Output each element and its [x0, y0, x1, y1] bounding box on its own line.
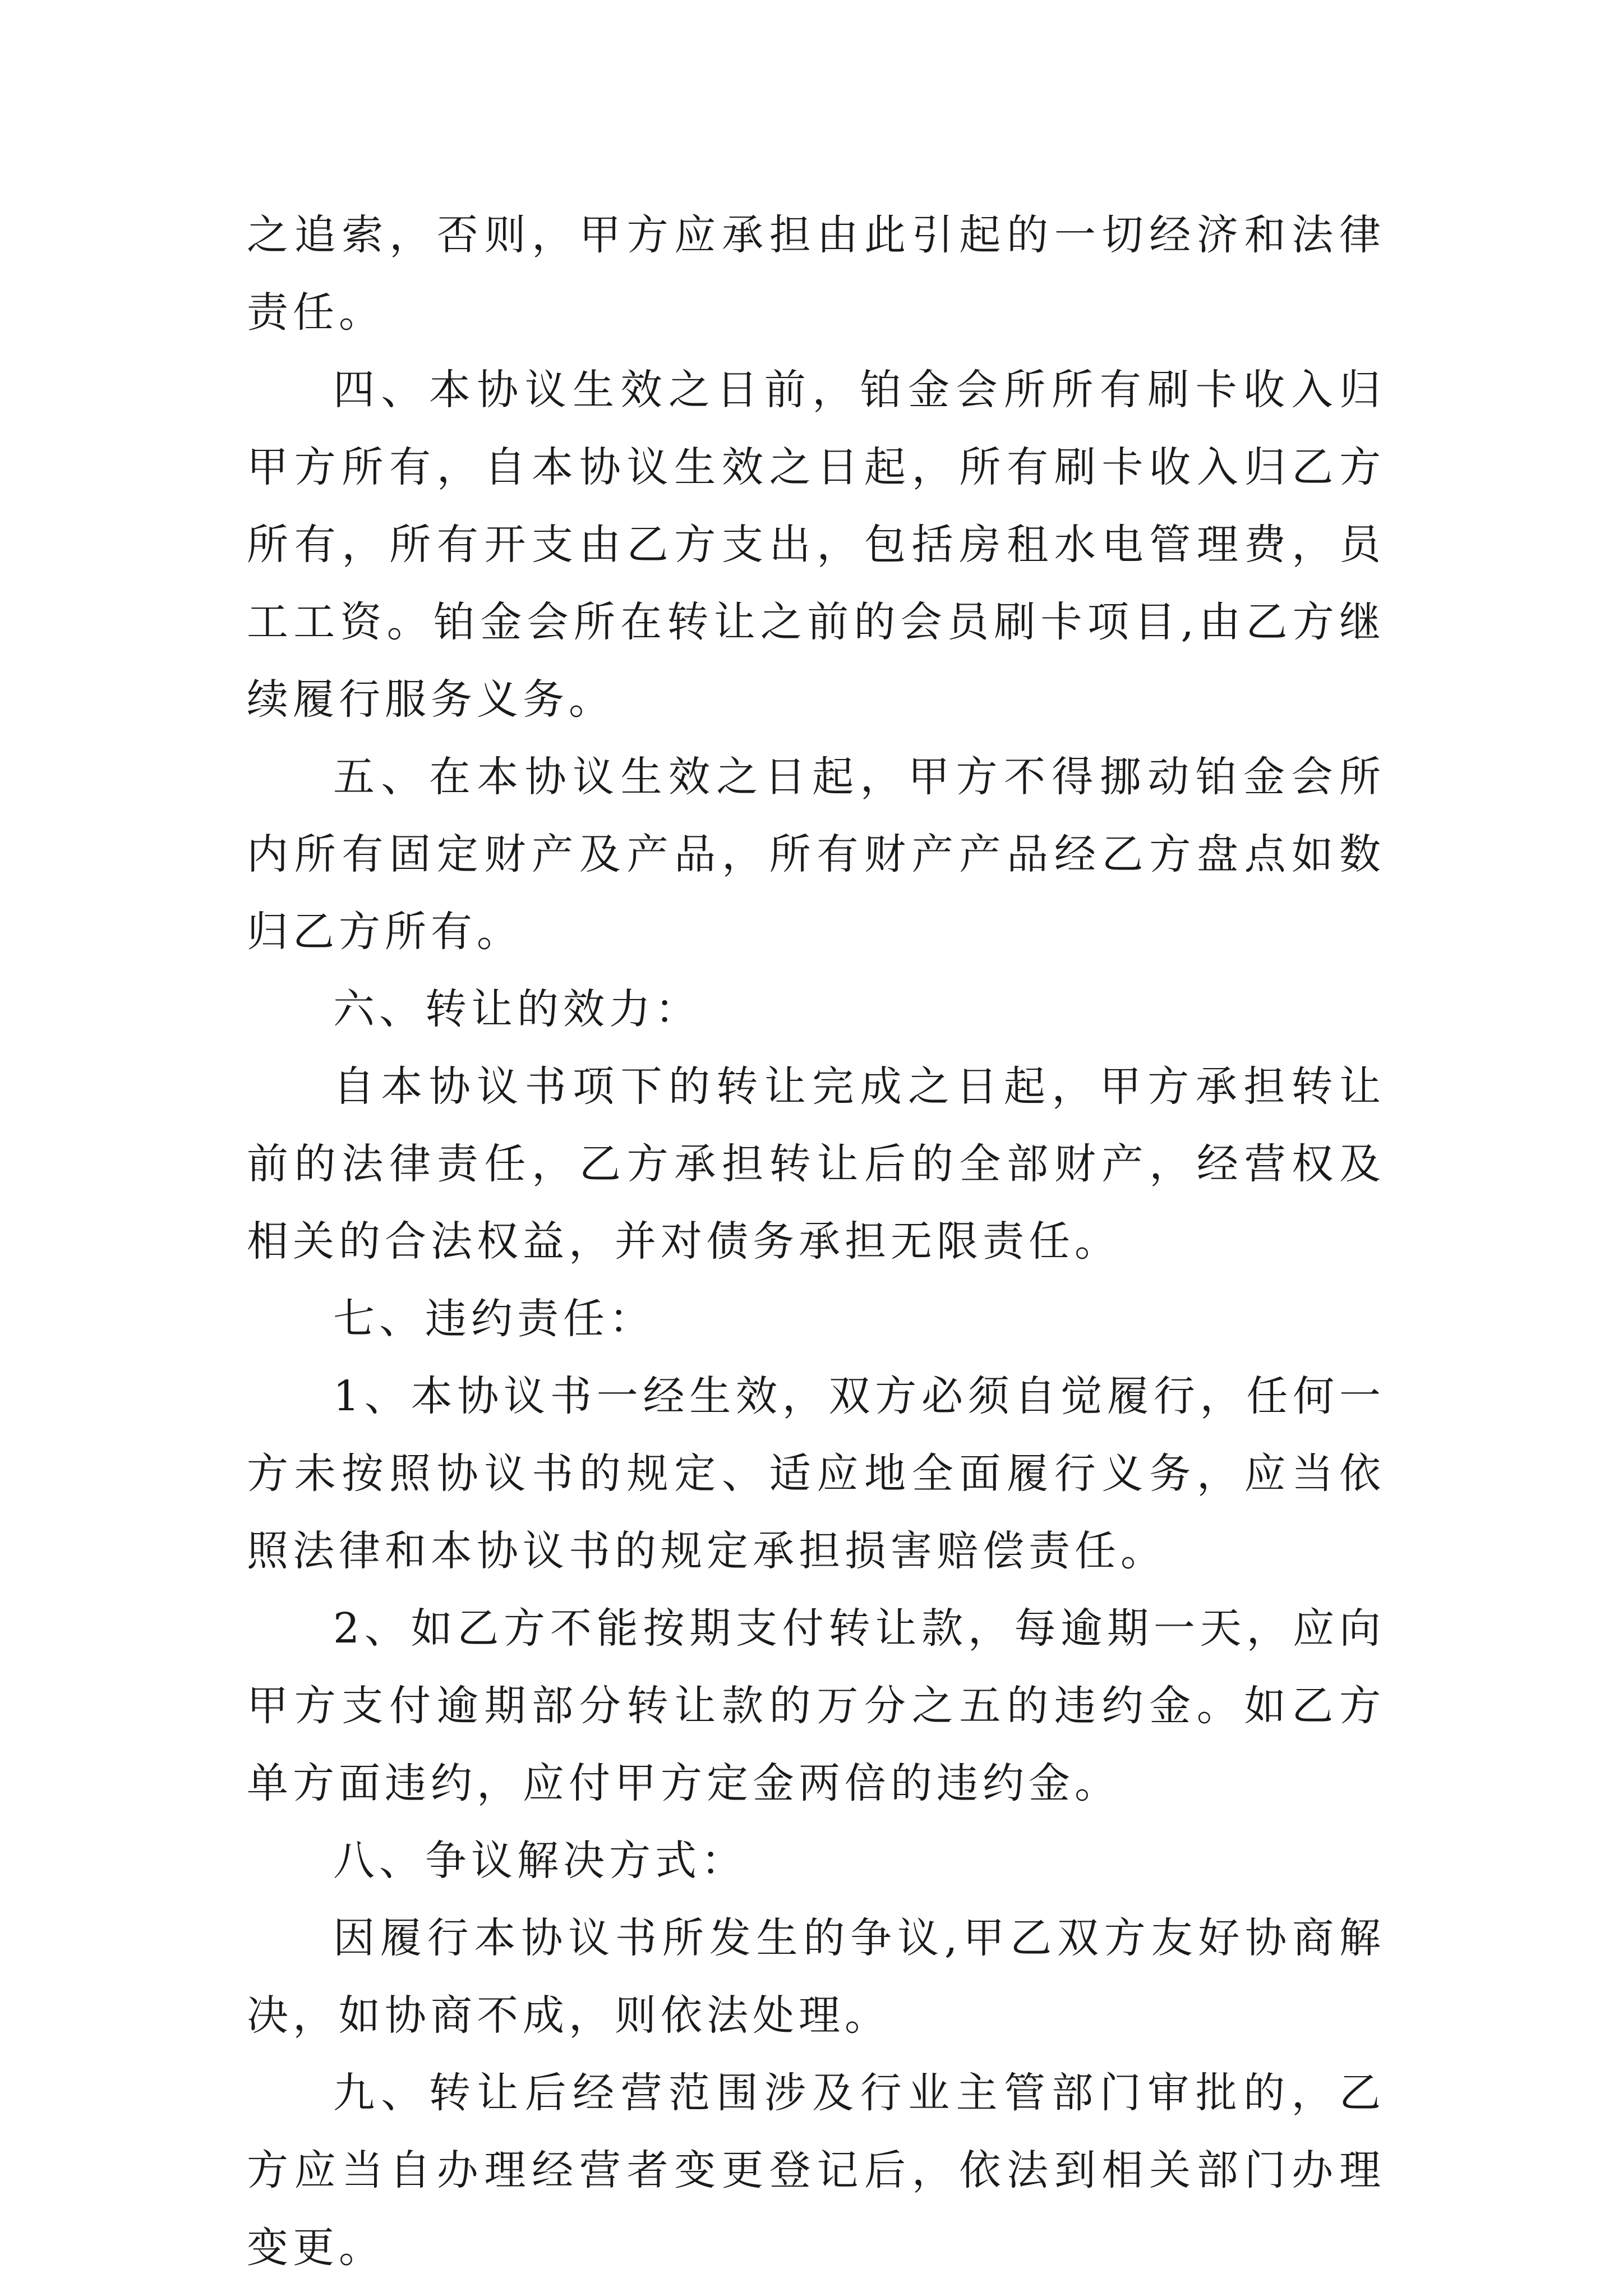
- heading-clause-6: 六、转让的效力：: [333, 985, 701, 1033]
- paragraph-clause-7-item-1: 1、本协议书一经生效，双方必须自觉履行，任何一方未按照协议书的规定、适应地全面履行义务，应当依照法律和本协议书的规定承担损害赔偿责任。: [247, 1372, 1385, 1575]
- paragraph-continuation: 之追索，否则，甲方应承担由此引起的一切经济和法律责任。: [247, 211, 1385, 337]
- paragraph-clause-7-item-2: 2、如乙方不能按期支付转让款，每逾期一天，应向甲方支付逾期部分转让款的万分之五的违约金。如乙方单方面违约，应付甲方定金两倍的违约金。: [247, 1604, 1385, 1807]
- heading-clause-8: 八、争议解决方式：: [333, 1837, 747, 1885]
- paragraph-clause-5: 五、在本协议生效之日起，甲方不得挪动铂金会所内所有固定财产及产品，所有财产产品经乙方盘点如数归乙方所有。: [247, 753, 1385, 956]
- document-body: [247, 196, 1385, 2286]
- paragraph-clause-4: 四、本协议生效之日前，铂金会所所有刷卡收入归甲方所有，自本协议生效之日起，所有刷卡收入归乙方所有，所有开支由乙方支出，包括房租水电管理费，员工工资。铂金会所在转让之前的会员刷卡项目,由乙方继续履行服务义务。: [247, 366, 1385, 724]
- paragraph-clause-8-body: 因履行本协议书所发生的争议,甲乙双方友好协商解决，如协商不成，则依法处理。: [247, 1914, 1385, 2040]
- heading-clause-7: 七、违约责任：: [333, 1295, 655, 1343]
- paragraph-clause-9: 九、转让后经营范围涉及行业主管部门审批的，乙方应当自办理经营者变更登记后，依法到相关部门办理变更。: [247, 2069, 1385, 2272]
- paragraph-clause-6-body: 自本协议书项下的转让完成之日起，甲方承担转让前的法律责任，乙方承担转让后的全部财产，经营权及相关的合法权益，并对债务承担无限责任。: [247, 1062, 1385, 1266]
